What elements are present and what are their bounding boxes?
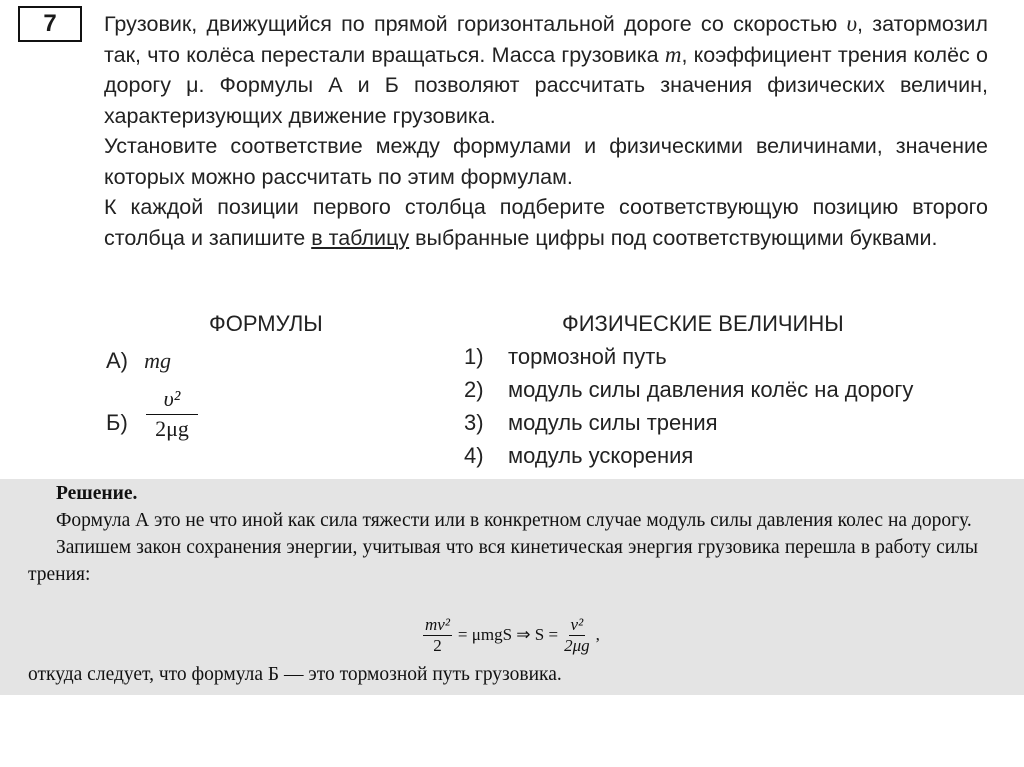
eq-comma: , (595, 625, 600, 644)
task-number-box (18, 6, 82, 42)
task-paragraph-2: Установите соответствие между формулами и физическими величинами, значение которых можно рассчитать по этим формулам. (104, 134, 988, 189)
quantities-header: ФИЗИЧЕСКИЕ ВЕЛИЧИНЫ (562, 311, 844, 336)
quantity-item-2: 2) модуль силы давления колёс на дорогу (464, 377, 914, 402)
task-text (104, 9, 988, 253)
task-paragraph-1: Грузовик, движущийся по прямой горизонтальной дороге со скоростью υ, затормозил так, что колёса перестали вращаться. Масса грузовика m, коэффициент трения колёс о дорогу μ. Формулы А и Б позволяют рассчитать значения физических величин, характеризующих движение грузовика. (104, 11, 988, 128)
quantity-item-4: 4) модуль ускорения (464, 443, 694, 468)
solution-conclusion: откуда следует, что формула Б — это тормозной путь грузовика. (28, 664, 562, 685)
formula-b-fraction (146, 386, 198, 442)
eq-middle: = μmgS ⇒ S = (457, 625, 559, 644)
solution-text (28, 480, 978, 588)
formula-b-label: Б) (106, 410, 128, 435)
quantity-item-3: 3) модуль силы трения (464, 410, 718, 435)
eq-left-fraction: $\frac{\text{mv²}}{2}$ (425, 614, 450, 655)
formula-b-numerator: υ² (146, 386, 198, 415)
formula-a-expression: mg (144, 348, 172, 373)
solution-paragraph-2: Запишем закон сохранения энергии, учитывая что вся кинетическая энергия грузовика перешла в работу силы трения: (28, 537, 978, 585)
solution-title: Решение. (56, 483, 138, 504)
task-number: 7 (43, 10, 57, 37)
formula-b-denominator: 2μg (155, 416, 189, 441)
task-paragraph-3: К каждой позиции первого столбца подберите соответствующую позицию второго столбца и запишите в таблицу выбранные цифры под соответствующими буквами. (104, 195, 988, 250)
energy-equation (420, 610, 603, 660)
quantity-item-1: 1) тормозной путь (464, 344, 667, 369)
solution-paragraph-1: Формула А это не что иной как сила тяжести или в конкретном случае модуль силы давления колес на дорогу. (56, 510, 972, 531)
eq-right-fraction: $\frac{\text{v²}}{2\mu g}$ (564, 614, 590, 655)
formulas-header: ФОРМУЛЫ (209, 311, 323, 336)
formula-a (106, 348, 171, 374)
formula-a-label: А) (106, 348, 128, 373)
